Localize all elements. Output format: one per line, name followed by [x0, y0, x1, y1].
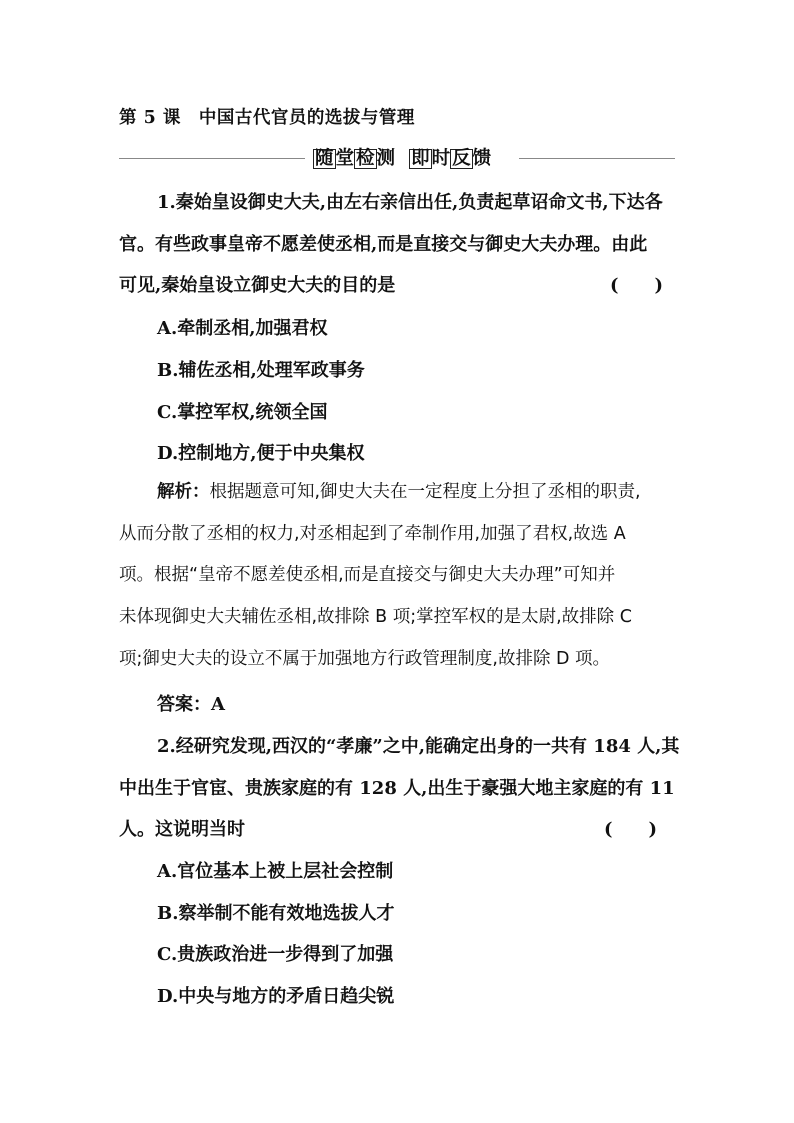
q1-answer-bracket: ( )	[610, 275, 664, 296]
section-header-label	[313, 146, 491, 172]
q1-option-b: B.辅佐丞相,处理军政事务	[157, 360, 365, 381]
q2-option-b: B.察举制不能有效地选拔人才	[157, 903, 395, 924]
q1-analysis-label: 解析：	[157, 482, 210, 502]
q2-stem-line-2: 中出生于官宦、贵族家庭的有 128 人,出生于豪强大地主家庭的有 11	[119, 778, 675, 799]
header-char-7: 反	[452, 148, 471, 169]
header-char-1: 随	[315, 148, 334, 169]
header-char-5: 即	[411, 148, 430, 169]
q1-answer: 答案：A	[157, 694, 225, 715]
header-char-8: 馈	[472, 148, 492, 169]
q2-option-a: A.官位基本上被上层社会控制	[157, 861, 394, 882]
q1-option-c: C.掌控军权,统领全国	[157, 402, 328, 423]
q1-analysis-line-2: 从而分散了丞相的权力,对丞相起到了牵制作用,加强了君权,故选 A	[119, 524, 626, 544]
q2-option-c: C.贵族政治进一步得到了加强	[157, 944, 394, 965]
lesson-title	[119, 104, 415, 129]
q1-analysis-line-3: 项。根据“皇帝不愿差使丞相,而是直接交与御史大夫办理”可知并	[119, 565, 616, 585]
q1-option-a: A.牵制丞相,加强君权	[157, 318, 328, 339]
lesson-number: 第 5 课	[119, 108, 181, 128]
q1-analysis-line-5: 项;御史大夫的设立不属于加强地方行政管理制度,故排除 D 项。	[119, 649, 611, 669]
q1-stem-line-3: 可见,秦始皇设立御史大夫的目的是	[119, 275, 396, 296]
q1-analysis-line-4: 未体现御史大夫辅佐丞相,故排除 B 项;掌控军权的是太尉,故排除 C	[119, 607, 632, 627]
q1-stem-line-2: 官。有些政事皇帝不愿差使丞相,而是直接交与御史大夫办理。由此	[119, 234, 648, 255]
header-char-4: 测	[376, 148, 396, 169]
header-char-2: 堂	[335, 148, 355, 169]
q2-stem-line-1: 2.经研究发现,西汉的“孝廉”之中,能确定出身的一共有 184 人,其	[157, 736, 680, 757]
header-char-6: 时	[431, 148, 451, 169]
lesson-name: 中国古代官员的选拔与管理	[198, 108, 415, 128]
q1-analysis-text-1: 根据题意可知,御史大夫在一定程度上分担了丞相的职责,	[209, 482, 641, 502]
q2-answer-bracket: ( )	[604, 819, 658, 840]
q1-option-d: D.控制地方,便于中央集权	[157, 443, 365, 464]
q2-option-d: D.中央与地方的矛盾日趋尖锐	[157, 986, 395, 1007]
header-char-3: 检	[356, 148, 375, 169]
q2-stem-line-3: 人。这说明当时	[119, 819, 245, 840]
q1-analysis-line-1	[157, 472, 675, 514]
q1-stem-line-1: 1.秦始皇设御史大夫,由左右亲信出任,负责起草诏命文书,下达各	[157, 192, 663, 213]
section-header	[119, 146, 675, 172]
header-rule-left	[119, 158, 305, 159]
header-rule-right	[519, 158, 675, 159]
